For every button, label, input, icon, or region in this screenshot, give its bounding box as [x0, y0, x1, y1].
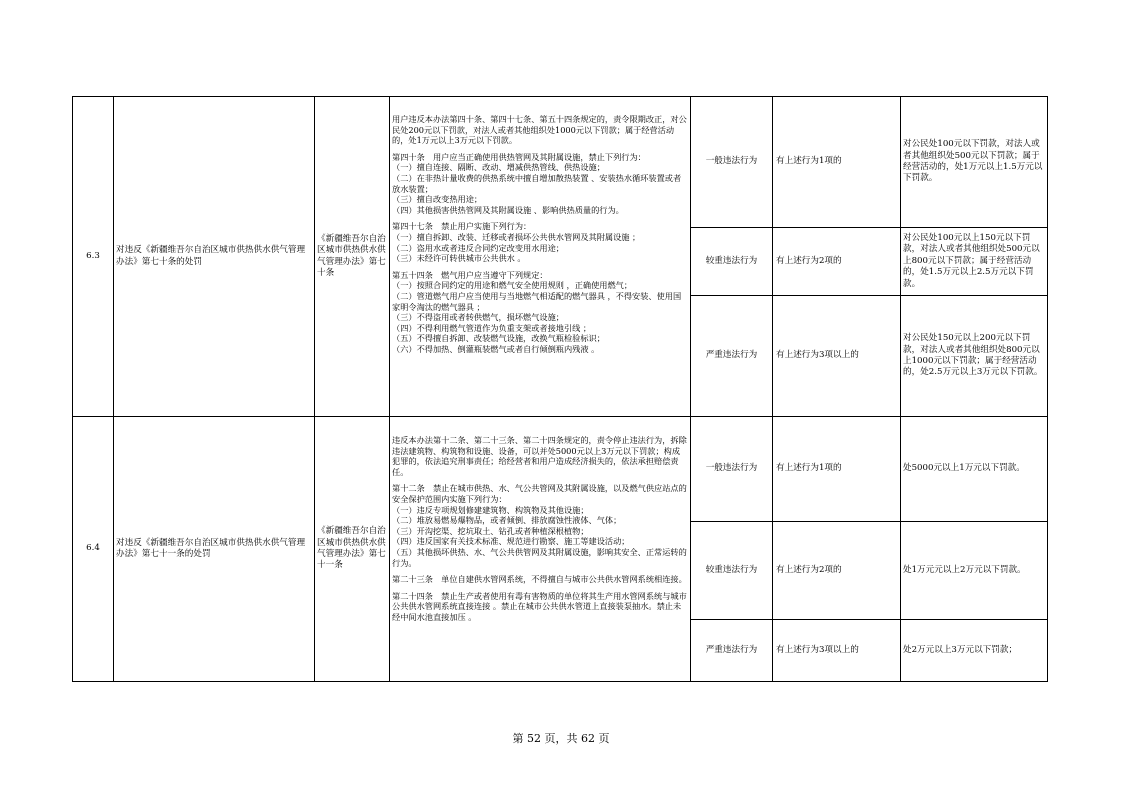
- table-border-right: [1047, 96, 1048, 682]
- provision-paragraph: 第四十条 用户应当正确使用供热管网及其附属设施，禁止下列行为： （一）擅自连接、隔断、改动、增减供热管线、供热设施； （二）在非热计量收费的供热系统中擅自增加散热装置 、安装热水循环装置或者放水装置； （三）擅自改变热用途； （四）其他损害供热管网及其附属设施 、影响供热质量的行为。: [392, 151, 682, 215]
- column-divider: [113, 96, 114, 682]
- provisions-cell: [392, 114, 688, 414]
- legal-basis: 《新疆维吾尔自治区城市供热供水供气管理办法》第七十一条: [317, 526, 386, 571]
- penalty-standard: 处5000元以上1万元以下罚款。: [903, 463, 1025, 474]
- row-number: 6.4: [86, 543, 100, 554]
- violation-grade: 较重违法行为: [705, 564, 758, 575]
- provision-paragraph: 第四十七条 禁止用户实施下列行为： （一）擅自拆卸、改装、迁移或者损坏公共供水管网及其附属设施 ； （二）盗用水或者违反合同约定改变用水用途； （三）未经许可转供城市公共供水 。: [392, 221, 641, 264]
- column-divider: [314, 96, 315, 682]
- penalty-item: 对违反《新疆维吾尔自治区城市供热供水供气管理办法》第七十一条的处罚: [116, 537, 306, 559]
- penalty-standard: 处1万元元以上2万元以下罚款。: [903, 564, 1026, 575]
- legal-basis: 《新疆维吾尔自治区城市供热供水供气管理办法》第七十条: [317, 233, 386, 278]
- violation-circumstance: 有上述行为3项以上的: [776, 350, 859, 361]
- penalty-standard: 对公民处150元以上200元以下罚款，对法人或者其他组织处800元以上1000元以下罚款；属于经营活动的，处2.5万元以上3万元以下罚款。: [903, 333, 1043, 378]
- violation-grade: 较重违法行为: [705, 255, 758, 266]
- violation-grade: 严重违法行为: [705, 644, 758, 655]
- page-number-footer: 第 52 页，共 62 页: [512, 732, 610, 745]
- provision-paragraph: 用户违反本办法第四十条、第四十七条、第五十四条规定的，责令限期改正，对公民处200元以下罚款，对法人或者其他组织处1000元以下罚款；属于经营活动的，处1万元以上3万元以下罚款。: [392, 114, 687, 146]
- penalty-standard: 处2万元以上3万元以下罚款；: [903, 644, 1018, 655]
- violation-circumstance: 有上述行为3项以上的: [776, 644, 859, 655]
- violation-circumstance: 有上述行为1项的: [776, 156, 842, 167]
- penalty-table: [72, 96, 1048, 682]
- violation-circumstance: 有上述行为2项的: [776, 255, 842, 266]
- provision-paragraph: 违反本办法第十二条、第二十三条、第二十四条规定的，责令停止违法行为，拆除违法建筑物、构筑物和设施、设备，可以并处5000元以上3万元以下罚款；构成犯罪的，依法追究刑事责任；给经营者和用户造成经济损失的，依法承担赔偿责任。: [392, 435, 687, 477]
- provision-paragraph: 第五十四条 燃气用户应当遵守下列规定： （一）按照合同约定的用途和燃气安全使用规则 ，正确使用燃气； （二）管道燃气用户应当使用与当地燃气相适配的燃气器具 ，不得安装、使用国家明令淘汰的燃气器具 ； （三）不得盗用或者转供燃气，损坏燃气设施； （四）不得利用燃气管道作为负重支架或者接地引线 ； （五）不得擅自拆卸、改装燃气设施，改换气瓶检验标识； （六）不得加热、倒灌瓶装燃气或者自行倾倒瓶内残液 。: [392, 269, 682, 354]
- violation-grade: 一般违法行为: [705, 156, 758, 167]
- penalty-standard: 对公民处100元以上150元以下罚款，对法人或者其他组织处500元以上800元以下罚款；属于经营活动的，处1.5万元以上2.5万元以下罚款。: [903, 232, 1040, 289]
- provision-paragraph: 第二十四条 禁止生产或者使用有毒有害物质的单位将其生产用水管网系统与城市公共供水管网系统直接连接 。禁止在城市公共供水管道上直接装泵抽水。禁止未经中间水池直接加压 。: [392, 590, 687, 622]
- violation-grade: 严重违法行为: [705, 350, 758, 361]
- provisions-cell: [392, 435, 688, 680]
- violation-circumstance: 有上述行为2项的: [776, 564, 842, 575]
- column-divider: [772, 96, 773, 682]
- row-number: 6.3: [86, 250, 100, 261]
- column-divider: [389, 96, 390, 682]
- violation-circumstance: 有上述行为1项的: [776, 463, 842, 474]
- violation-grade: 一般违法行为: [705, 463, 758, 474]
- penalty-item: 对违反《新疆维吾尔自治区城市供热供水供气管理办法》第七十条的处罚: [116, 245, 306, 267]
- column-divider: [900, 96, 901, 682]
- provision-paragraph: 第十二条 禁止在城市供热、水、气公共管网及其附属设施，以及燃气供应站点的安全保护范围内实施下列行为： （一）违反专项规划修建建筑物、构筑物及其他设施； （二）堆放易燃易爆物品，或者倾倒、排放腐蚀性液体、气体； （三）开沟挖渠、挖坑取土、钻孔或者种植深根植物； （四）违反国家有关技术标准、规范进行勘察、施工等建设活动； （五）其他损坏供热、水、气公共供管网及其附属设施，影响其安全、正常运转的行为。: [392, 483, 687, 568]
- penalty-standard: 对公民处100元以下罚款，对法人或者其他组织处500元以下罚款；属于经营活动的，处1万元以上1.5万元以下罚款。: [903, 139, 1043, 184]
- table-border-bottom: [72, 681, 1048, 682]
- provision-paragraph: 第二十三条 单位自建供水管网系统，不得擅自与城市公共供水管网系统相连接。: [392, 574, 687, 585]
